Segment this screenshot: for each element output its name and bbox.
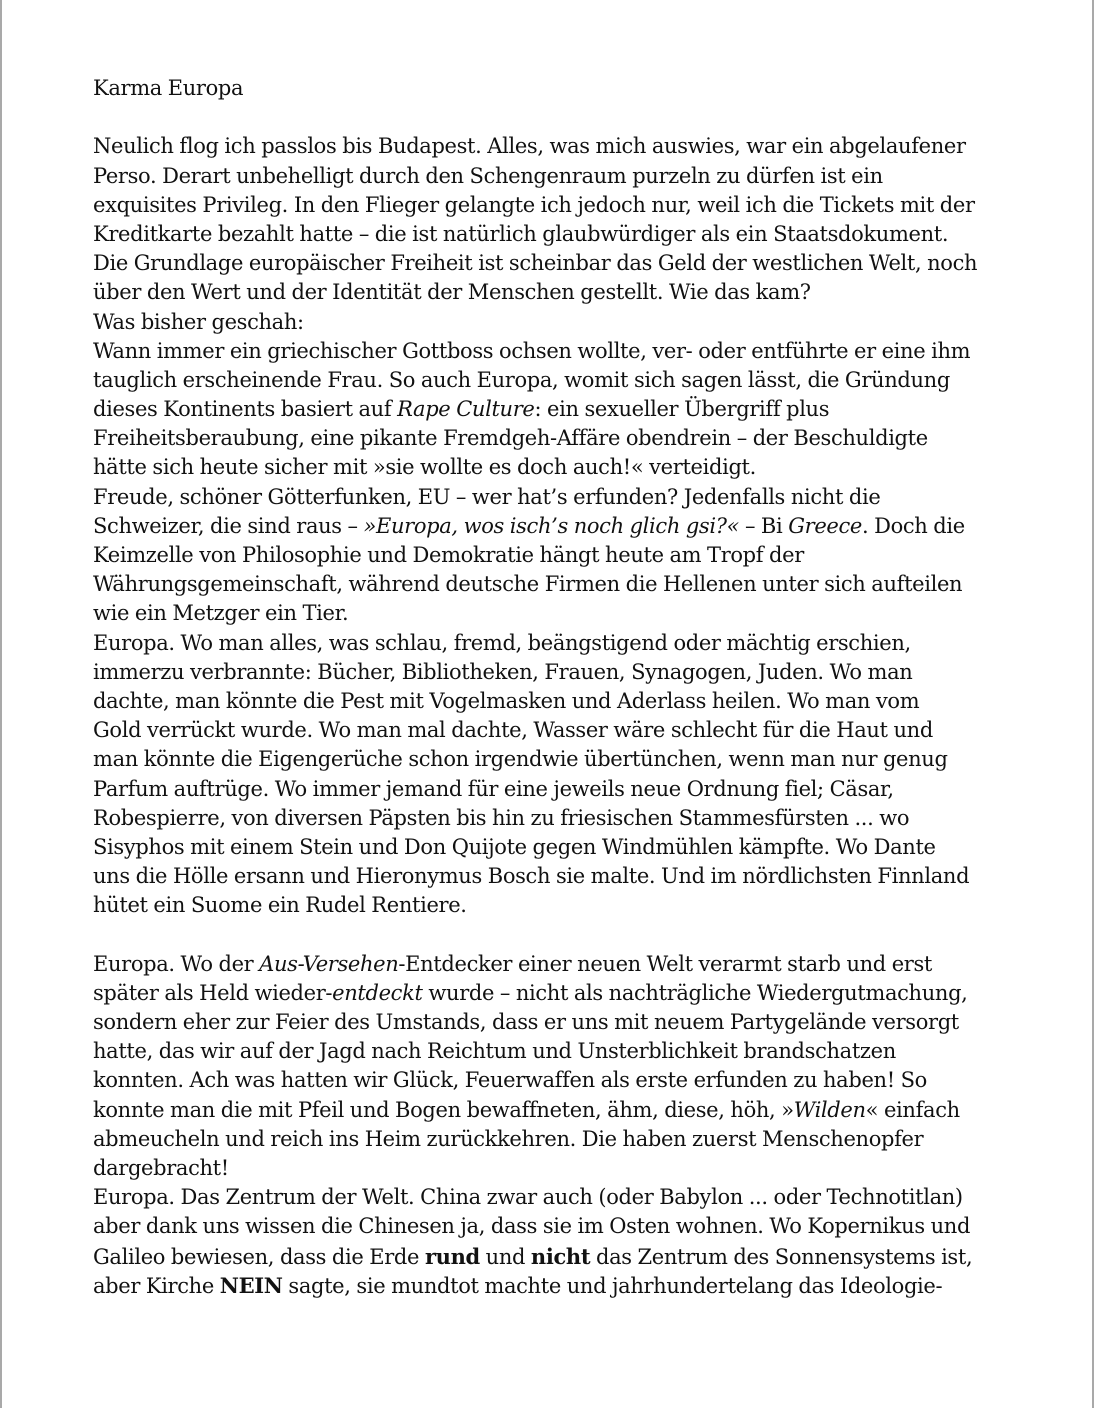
text-line: [93, 1066, 1013, 1095]
text-run: : ein sexueller Übergriff plus: [534, 397, 830, 422]
text-line: [93, 950, 1013, 979]
text-run: Galileo bewiesen, dass die Erde: [93, 1244, 425, 1269]
text-line: [93, 162, 1013, 191]
text-run: Parfum auftrüge. Wo immer jemand für eine jeweils neue Ordnung fiel; Cäsar,: [93, 776, 894, 801]
text-run: immerzu verbrannte: Bücher, Bibliotheken, Frauen, Synagogen, Juden. Wo man: [93, 659, 913, 684]
text-run: abmeucheln und reich ins Heim zurückkehren. Die haben zuerst Menschenopfer: [93, 1126, 924, 1151]
text-run: uns die Hölle ersann und Hieronymus Bosch sie malte. Und im nördlichsten Finnland: [93, 864, 970, 889]
italic-text: Rape Culture: [397, 397, 535, 422]
text-line: [93, 687, 1013, 716]
text-run: « einfach: [865, 1097, 960, 1122]
text-run: Sisyphos mit einem Stein und Don Quijote gegen Windmühlen kämpfte. Wo Dante: [93, 834, 936, 859]
text-run: Freiheitsberaubung, eine pikante Fremdgeh-Affäre obendrein – der Beschuldigte: [93, 426, 928, 451]
italic-text: Aus-Versehen: [259, 951, 399, 976]
text-line: [93, 220, 1013, 249]
bold-text: NEIN: [219, 1272, 283, 1298]
text-line: [93, 1212, 1013, 1241]
text-run: – Bi: [739, 513, 789, 538]
text-run: wurde – nicht als nachträgliche Wiedergutmachung,: [422, 980, 968, 1005]
text-line: [93, 658, 1013, 687]
text-line: [93, 1154, 1013, 1183]
bold-text: rund: [424, 1243, 480, 1269]
text-line: [93, 1096, 1013, 1125]
paragraphs-container: [93, 132, 1013, 1300]
text-line: [93, 775, 1013, 804]
bold-text: nicht: [530, 1243, 591, 1269]
text-run: exquisites Privileg. In den Flieger gelangte ich jedoch nur, weil ich die Tickets mit der: [93, 192, 975, 217]
text-run: wie ein Metzger ein Tier.: [93, 601, 349, 626]
text-run: aber Kirche: [93, 1273, 220, 1298]
text-line: [93, 979, 1013, 1008]
text-run: hätte sich heute sicher mit »sie wollte es doch auch!« verteidigt.: [93, 455, 756, 480]
text-run: dachte, man könnte die Pest mit Vogelmasken und Aderlass heilen. Wo man vom: [93, 688, 920, 713]
text-line: [93, 424, 1013, 453]
text-run: Was bisher geschah:: [93, 309, 304, 334]
text-line: [93, 570, 1013, 599]
text-run: sagte, sie mundtot machte und jahrhundertelang das Ideologie-: [282, 1273, 943, 1298]
text-run: Wann immer ein griechischer Gottboss ochsen wollte, ver- oder entführte er eine ihm: [93, 338, 971, 363]
text-run: Perso. Derart unbehelligt durch den Schengenraum purzeln zu dürfen ist ein: [93, 163, 883, 188]
text-line: [93, 541, 1013, 570]
document-title: Karma Europa: [93, 76, 244, 100]
text-run: Gold verrückt wurde. Wo man mal dachte, Wasser wäre schlecht für die Haut und: [93, 718, 933, 743]
text-line: [93, 599, 1013, 628]
text-line: [93, 1125, 1013, 1154]
text-line: [93, 308, 1013, 337]
text-line: [93, 1008, 1013, 1037]
text-line: [93, 132, 1013, 161]
text-line: [93, 1271, 1013, 1300]
text-run: hütet ein Suome ein Rudel Rentiere.: [93, 893, 467, 918]
text-line: [93, 395, 1013, 424]
text-run: Europa. Wo man alles, was schlau, fremd, beängstigend oder mächtig erschien,: [93, 630, 911, 655]
blank-line: [93, 920, 1013, 949]
text-line: [93, 1242, 1013, 1271]
italic-text: Greece: [788, 513, 862, 538]
italic-text: »Europa, wos isch’s noch glich gsi?«: [363, 513, 740, 538]
text-run: Schweizer, die sind raus –: [93, 513, 364, 538]
text-line: [93, 716, 1013, 745]
text-run: aber dank uns wissen die Chinesen ja, dass sie im Osten wohnen. Wo Kopernikus und: [93, 1214, 971, 1239]
paragraph: [93, 950, 1013, 1300]
text-run: dargebracht!: [93, 1155, 229, 1180]
text-line: [93, 337, 1013, 366]
text-line: [93, 249, 1013, 278]
text-run: das Zentrum des Sonnensystems ist,: [590, 1244, 973, 1269]
text-line: [93, 629, 1013, 658]
text-line: [93, 366, 1013, 395]
blank-line: [93, 103, 1013, 132]
text-run: Keimzelle von Philosophie und Demokratie hängt heute am Tropf der: [93, 543, 804, 567]
text-run: über den Wert und der Identität der Menschen gestellt. Wie das kam?: [93, 280, 811, 305]
italic-text: entdeckt: [332, 980, 423, 1005]
text-run: Freude, schöner Götterfunken, EU – wer hat’s erfunden? Jedenfalls nicht die: [93, 484, 881, 509]
text-run: man könnte die Eigengerüche schon irgendwie übertünchen, wenn man nur genug: [93, 747, 948, 772]
text-run: Die Grundlage europäischer Freiheit ist scheinbar das Geld der westlichen Welt, noch: [93, 251, 978, 276]
text-run: tauglich erscheinende Frau. So auch Europa, womit sich sagen lässt, die Gründung: [93, 367, 950, 392]
text-line: [93, 453, 1013, 482]
document-body[interactable]: [93, 74, 1013, 1300]
text-line: [93, 483, 1013, 512]
text-run: Neulich flog ich passlos bis Budapest. Alles, was mich auswies, war ein abgelaufener: [93, 134, 966, 159]
text-line: [93, 745, 1013, 774]
text-run: Währungsgemeinschaft, während deutsche Firmen die Hellenen unter sich aufteilen: [93, 572, 963, 597]
text-run: Kreditkarte bezahlt hatte – die ist natürlich glaubwürdiger als ein Staatsdokument.: [93, 221, 949, 246]
text-run: -Entdecker einer neuen Welt verarmt starb und erst: [398, 951, 932, 976]
text-run: Europa. Wo der: [93, 951, 260, 976]
paragraph: [93, 132, 1013, 920]
italic-text: Wilden: [793, 1097, 866, 1122]
text-line: [93, 891, 1013, 920]
text-line: [93, 833, 1013, 862]
text-line: [93, 278, 1013, 307]
text-line: [93, 512, 1013, 541]
text-line: [93, 862, 1013, 891]
text-run: konnten. Ach was hatten wir Glück, Feuerwaffen als erste erfunden zu haben! So: [93, 1068, 927, 1093]
text-run: sondern eher zur Feier des Umstands, dass er uns mit neuem Partygelände versorgt: [93, 1010, 959, 1034]
text-run: dieses Kontinents basiert auf: [93, 397, 398, 422]
text-run: hatte, das wir auf der Jagd nach Reichtum und Unsterblichkeit brandschatzen: [93, 1039, 896, 1064]
text-line: [93, 1037, 1013, 1066]
text-run: . Doch die: [861, 513, 965, 538]
text-run: später als Held wieder-: [93, 980, 333, 1005]
text-run: Robespierre, von diversen Päpsten bis hin zu friesischen Stammesfürsten ... wo: [93, 805, 910, 830]
text-run: konnte man die mit Pfeil und Bogen bewaffneten, ähm, diese, höh, »: [93, 1097, 794, 1122]
text-line: [93, 804, 1013, 833]
text-line: [93, 1183, 1013, 1212]
text-run: Europa. Das Zentrum der Welt. China zwar auch (oder Babylon ... oder Technotitlan): [93, 1185, 963, 1210]
text-line: [93, 191, 1013, 220]
text-run: und: [479, 1244, 531, 1269]
